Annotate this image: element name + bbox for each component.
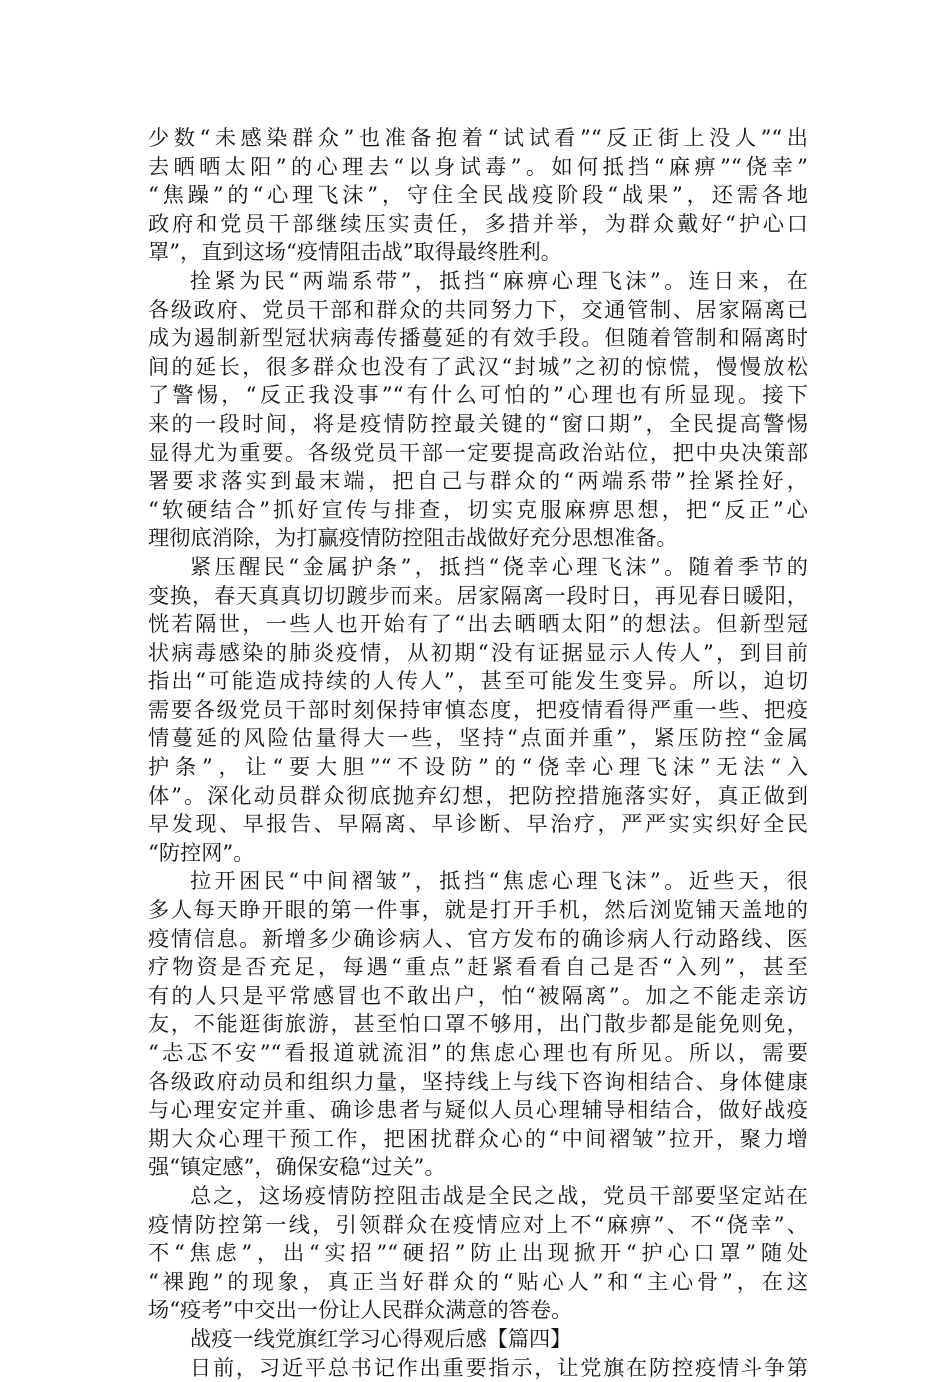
text-line: 政府和党员干部继续压实责任，多措并举，为群众戴好“护心口 <box>148 210 808 236</box>
text-line: 友，不能逛街旅游，甚至怕口罩不够用，出门散步都是能免则免， <box>148 1011 808 1037</box>
text-line: 早发现、早报告、早隔离、早诊断、早治疗，严严实实织好全民 <box>148 811 808 837</box>
text-line: 疫情防控第一线，引领群众在疫情应对上不“麻痹”、不“侥幸”、 <box>148 1211 808 1237</box>
text-line: 体”。深化动员群众彻底抛弃幻想，把防控措施落实好，真正做到 <box>148 782 808 808</box>
text-line: 有的人只是平常感冒也不敢出户，怕“被隔离”。加之不能走亲访 <box>148 982 808 1008</box>
text-line: 与心理安定并重、确诊患者与疑似人员心理辅导相结合，做好战疫 <box>148 1097 808 1123</box>
text-line: 各级政府、党员干部和群众的共同努力下，交通管制、居家隔离已 <box>148 296 808 322</box>
text-line: 各级政府动员和组织力量，坚持线上与线下咨询相结合、身体健康 <box>148 1068 808 1094</box>
text-line: 署要求落实到最末端，把自己与群众的“两端系带”拴紧拴好， <box>148 468 808 494</box>
text-line: 日前，习近平总书记作出重要指示，让党旗在防控疫情斗争第 <box>190 1354 808 1380</box>
text-line: “防控网”。 <box>148 839 255 865</box>
text-line: 强“镇定感”，确保安稳“过关”。 <box>148 1154 446 1180</box>
document-body <box>148 124 808 1382</box>
text-line: 拴紧为民“两端系带”，抵挡“麻痹心理飞沫”。连日来，在 <box>190 267 808 293</box>
text-line: 多人每天睁开眼的第一件事，就是打开手机，然后浏览铺天盖地的 <box>148 897 808 923</box>
text-line: 需要各级党员干部时刻保持审慎态度，把疫情看得严重一些、把疫 <box>148 696 808 722</box>
text-line: 了警惕，“反正我没事”“有什么可怕的”心理也有所显现。接下 <box>148 382 808 408</box>
text-line: “软硬结合”抓好宣传与排查，切实克服麻痹思想，把“反正”心 <box>148 496 808 522</box>
text-line: 变换，春天真真切切踱步而来。居家隔离一段时日，再见春日暖阳， <box>148 582 808 608</box>
text-line: 紧压醒民“金属护条”，抵挡“侥幸心理飞沫”。随着季节的 <box>190 553 808 579</box>
text-line: 状病毒感染的肺炎疫情，从初期“没有证据显示人传人”，到目前 <box>148 639 808 665</box>
text-line: 少数“未感染群众”也准备抱着“试试看”“反正街上没人”“出 <box>148 125 808 150</box>
text-line: 疫情信息。新增多少确诊病人、官方发布的确诊病人行动路线、医 <box>148 925 808 951</box>
text-line: 恍若隔世，一些人也开始有了“出去晒晒太阳”的想法。但新型冠 <box>148 611 808 637</box>
text-line: 显得尤为重要。各级党员干部一定要提高政治站位，把中央决策部 <box>148 439 808 465</box>
text-line: “忐忑不安”“看报道就流泪”的焦虑心理也有所见。所以，需要 <box>148 1040 808 1065</box>
text-line: 来的一段时间，将是疫情防控最关键的“窗口期”，全民提高警惕 <box>148 410 808 436</box>
text-line: 战疫一线党旗红学习心得观后感【篇四】 <box>190 1325 572 1351</box>
text-line: 罩”，直到这场“疫情阻击战”取得最终胜利。 <box>148 239 562 265</box>
text-line: “焦躁”的“心理飞沫”，守住全民战疫阶段“战果”，还需各地 <box>148 182 808 208</box>
text-line: 不“焦虑”，出“实招”“硬招”防止出现掀开“护心口罩”随处 <box>148 1240 808 1266</box>
text-line: 理彻底消除，为打赢疫情防控阻击战做好充分思想准备。 <box>148 525 678 551</box>
text-line: 护条”，让“要大胆”“不设防”的“侥幸心理飞沫”无法“入 <box>148 754 808 780</box>
text-line: 期大众心理干预工作，把困扰群众心的“中间褶皱”拉开，聚力增 <box>148 1125 808 1151</box>
text-line: 间的延长，很多群众也没有了武汉“封城”之初的惊慌，慢慢放松 <box>148 353 808 379</box>
text-line: 成为遏制新型冠状病毒传播蔓延的有效手段。但随着管制和隔离时 <box>148 325 808 351</box>
text-line: 疗物资是否充足，每遇“重点”赶紧看看自己是否“入列”，甚至 <box>148 954 808 980</box>
text-line: 场“疫考”中交出一份让人民群众满意的答卷。 <box>148 1297 573 1323</box>
text-line: 指出“可能造成持续的人传人”，甚至可能发生变异。所以，迫切 <box>148 668 808 694</box>
text-line: “裸跑”的现象，真正当好群众的“贴心人”和“主心骨”，在这 <box>148 1268 808 1294</box>
text-line: 拉开困民“中间褶皱”，抵挡“焦虑心理飞沫”。近些天，很 <box>190 868 808 894</box>
text-line: 总之，这场疫情防控阻击战是全民之战，党员干部要坚定站在 <box>190 1182 808 1208</box>
text-line: 去晒晒太阳”的心理去“以身试毒”。如何抵挡“麻痹”“侥幸” <box>148 153 808 179</box>
text-line: 情蔓延的风险估量得大一些，坚持“点面并重”，紧压防控“金属 <box>148 725 808 751</box>
